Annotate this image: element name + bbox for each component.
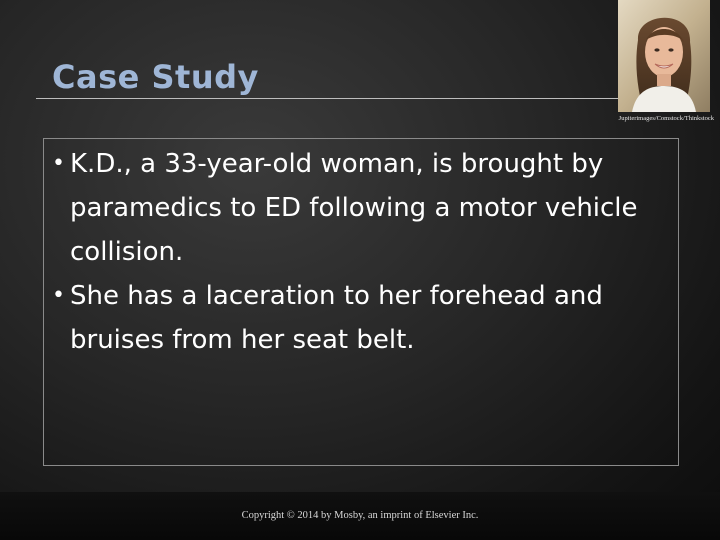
bullet-text: K.D., a 33-year-old woman, is brought by paramedics to ED following a motor vehicle collision. <box>70 149 638 267</box>
photo-credit: Jupiterimages/Comstock/Thinkstock <box>618 115 714 122</box>
woman-portrait-photo <box>618 0 710 112</box>
copyright-footer: Copyright © 2014 by Mosby, an imprint of Elsevier Inc. <box>241 510 479 521</box>
bullet-dot-icon: • <box>52 283 65 308</box>
bullet-text: She has a laceration to her forehead and bruises from her seat belt. <box>70 281 603 355</box>
slide-title: Case Study <box>52 58 259 96</box>
title-divider <box>36 98 642 99</box>
bullet-item <box>52 142 682 274</box>
portrait-illustration <box>618 0 710 112</box>
bullet-dot-icon: • <box>52 151 65 176</box>
bullet-item <box>52 274 682 362</box>
bullet-list <box>52 142 682 362</box>
